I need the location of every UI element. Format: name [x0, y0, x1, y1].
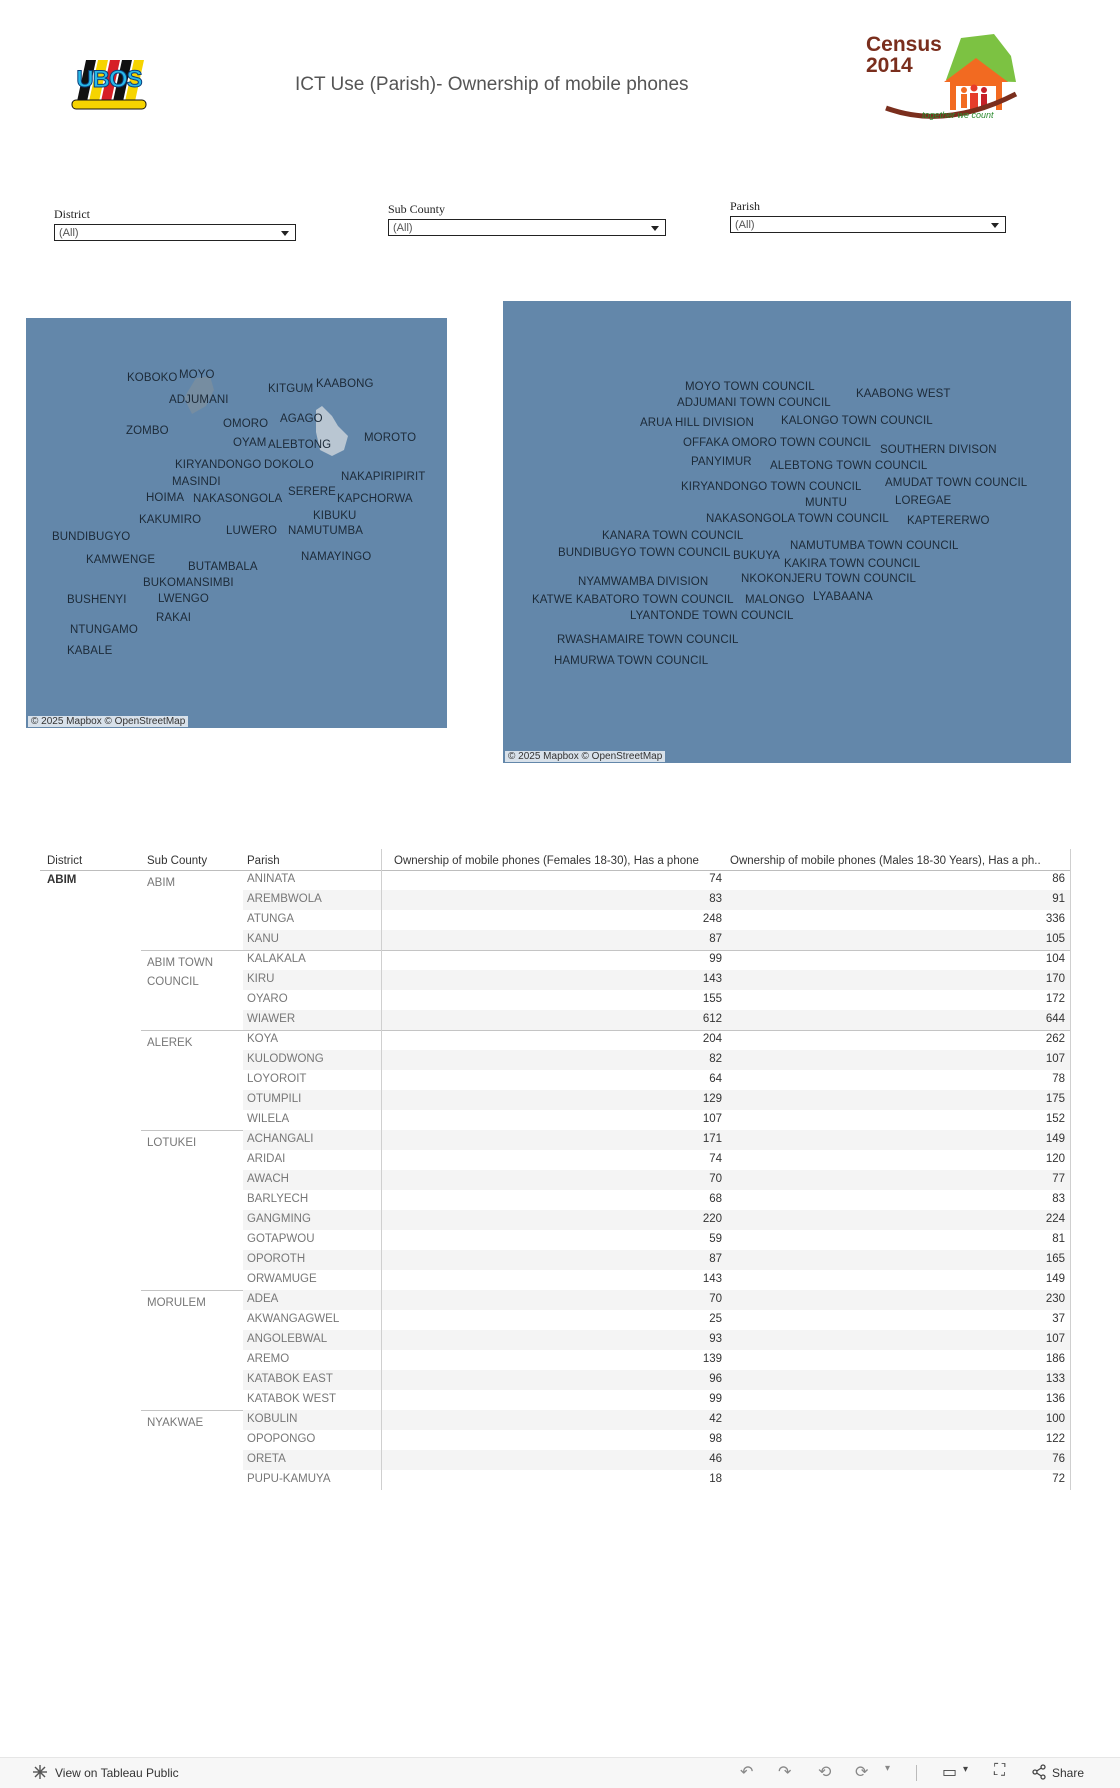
- males-has-phone-cell: 104: [1045, 953, 1065, 965]
- parish-map-label: LYABAANA: [813, 591, 873, 603]
- males-has-phone-cell: 81: [1052, 1233, 1065, 1245]
- district-map-label: NAMUTUMBA: [288, 525, 364, 537]
- district-map-label: KOBOKO: [127, 372, 178, 384]
- toolbar-divider: [916, 1765, 917, 1781]
- share-button[interactable]: Share: [1052, 1766, 1085, 1780]
- females-has-phone-cell: 129: [702, 1093, 722, 1105]
- district-map-label: NAMAYINGO: [301, 551, 372, 563]
- chevron-down-icon[interactable]: ▾: [885, 1763, 891, 1774]
- males-has-phone-cell: 120: [1045, 1153, 1065, 1165]
- parish-cell: WIAWER: [247, 1013, 296, 1025]
- table-row[interactable]: [243, 930, 1070, 950]
- district-map-label: MOYO: [179, 369, 215, 381]
- parish-map-label: RWASHAMAIRE TOWN COUNCIL: [557, 634, 739, 646]
- parish-map-label: MUNTU: [805, 497, 848, 509]
- females-has-phone-cell: 70: [709, 1293, 722, 1305]
- males-has-phone-cell: 186: [1045, 1353, 1065, 1365]
- parish-map-label: SOUTHERN DIVISON: [880, 444, 997, 456]
- sub-county-cell: ALEREK: [147, 1037, 193, 1049]
- parish-cell: ORWAMUGE: [247, 1273, 317, 1285]
- district-map-label: LWENGO: [158, 593, 209, 605]
- males-has-phone-cell: 149: [1045, 1273, 1065, 1285]
- parish-map-label: ADJUMANI TOWN COUNCIL: [677, 397, 831, 409]
- district-map-label: AGAGO: [280, 413, 323, 425]
- parish-cell: LOYOROIT: [247, 1073, 307, 1085]
- district-map-label: ZOMBO: [126, 425, 169, 437]
- males-has-phone-cell: 105: [1045, 933, 1065, 945]
- table-row[interactable]: [243, 1250, 1070, 1270]
- table-row[interactable]: [243, 890, 1070, 910]
- males-has-phone-cell: 107: [1045, 1053, 1065, 1065]
- parish-map-label: KANARA TOWN COUNCIL: [602, 530, 744, 542]
- males-has-phone-cell: 107: [1045, 1333, 1065, 1345]
- males-has-phone-cell: 83: [1052, 1193, 1065, 1205]
- district-map-label: ALEBTONG: [268, 439, 332, 451]
- males-has-phone-cell: 100: [1045, 1413, 1065, 1425]
- parish-map-label: KAPTERERWO: [907, 515, 990, 527]
- females-has-phone-cell: 204: [702, 1033, 722, 1045]
- parish-cell: ARIDAI: [247, 1153, 286, 1165]
- females-has-phone-cell: 612: [702, 1013, 722, 1025]
- table-row[interactable]: [243, 1470, 1070, 1490]
- parish-cell: OTUMPILI: [247, 1093, 302, 1105]
- undo-icon[interactable]: ↶: [740, 1764, 754, 1781]
- district-map-label: DOKOLO: [264, 459, 314, 471]
- females-has-phone-cell: 98: [709, 1433, 722, 1445]
- females-has-phone-cell: 87: [709, 1253, 722, 1265]
- sub-county-cell: ABIM TOWN COUNCIL: [147, 957, 214, 988]
- females-has-phone-cell: 139: [702, 1353, 722, 1365]
- females-has-phone-cell: 74: [709, 873, 722, 885]
- table-row[interactable]: [243, 1090, 1070, 1110]
- parish-map-label: KIRYANDONGO TOWN COUNCIL: [681, 481, 862, 493]
- males-has-phone-cell: 336: [1045, 913, 1065, 925]
- table-row[interactable]: [243, 1030, 1070, 1050]
- females-has-phone-cell: 64: [709, 1073, 722, 1085]
- parish-map-label: PANYIMUR: [691, 456, 752, 468]
- females-has-phone-cell: 248: [702, 913, 722, 925]
- females-has-phone-cell: 18: [709, 1473, 722, 1485]
- males-has-phone-cell: 91: [1052, 893, 1065, 905]
- table-row[interactable]: [243, 1050, 1070, 1070]
- parish-map-label: BUKUYA: [733, 550, 781, 562]
- table-row[interactable]: [243, 1310, 1070, 1330]
- females-has-phone-cell: 143: [702, 973, 722, 985]
- table-row[interactable]: [243, 1330, 1070, 1350]
- males-has-phone-cell: 230: [1045, 1293, 1065, 1305]
- header-sub-county[interactable]: Sub County: [147, 855, 208, 867]
- parish-cell: AWACH: [247, 1173, 289, 1185]
- parish-cell: KALAKALA: [247, 953, 306, 965]
- revert-icon[interactable]: ⟲: [818, 1764, 832, 1781]
- males-has-phone-cell: 72: [1052, 1473, 1065, 1485]
- parish-cell: GANGMING: [247, 1213, 311, 1225]
- parish-cell: AREMBWOLA: [247, 893, 322, 905]
- parish-cell: KATABOK EAST: [247, 1373, 333, 1385]
- table-row[interactable]: [243, 1370, 1070, 1390]
- table-row[interactable]: [243, 1210, 1070, 1230]
- females-has-phone-cell: 42: [709, 1413, 722, 1425]
- table-row[interactable]: [243, 1410, 1070, 1430]
- parish-map-label: ALEBTONG TOWN COUNCIL: [770, 460, 928, 472]
- parish-map-label: OFFAKA OMORO TOWN COUNCIL: [683, 437, 872, 449]
- parish-map-label: NAMUTUMBA TOWN COUNCIL: [790, 540, 959, 552]
- females-has-phone-cell: 155: [702, 993, 722, 1005]
- header-parish[interactable]: Parish: [247, 855, 280, 867]
- table-row[interactable]: [243, 1430, 1070, 1450]
- parish-map-label: MOYO TOWN COUNCIL: [685, 381, 815, 393]
- females-has-phone-cell: 70: [709, 1173, 722, 1185]
- district-map-label: OYAM: [233, 437, 267, 449]
- table-row[interactable]: [243, 1170, 1070, 1190]
- males-has-phone-cell: 224: [1045, 1213, 1065, 1225]
- sub-county-filter-value: (All): [393, 222, 413, 234]
- table-row[interactable]: [243, 1070, 1070, 1090]
- presentation-icon[interactable]: ▭: [942, 1764, 958, 1781]
- parish-map-label: LYANTONDE TOWN COUNCIL: [630, 610, 794, 622]
- district-map-label: KAPCHORWA: [337, 493, 413, 505]
- sub-county-cell: ABIM: [147, 877, 176, 889]
- parish-map-label: NYAMWAMBA DIVISION: [578, 576, 709, 588]
- females-has-phone-cell: 96: [709, 1373, 722, 1385]
- parish-cell: OPOPONGO: [247, 1433, 316, 1445]
- males-has-phone-cell: 170: [1045, 973, 1065, 985]
- table-row[interactable]: [243, 950, 1070, 970]
- males-has-phone-cell: 78: [1052, 1073, 1065, 1085]
- table-row[interactable]: [243, 1270, 1070, 1290]
- district-filter-label: District: [54, 207, 90, 221]
- parish-cell: ORETA: [247, 1453, 286, 1465]
- parish-filter-label: Parish: [730, 199, 760, 213]
- district-map-label: ADJUMANI: [169, 394, 229, 406]
- parish-cell: OPOROTH: [247, 1253, 306, 1265]
- parish-map-label: NAKASONGOLA TOWN COUNCIL: [706, 513, 889, 525]
- males-has-phone-cell: 149: [1045, 1133, 1065, 1145]
- males-has-phone-cell: 175: [1045, 1093, 1065, 1105]
- males-has-phone-cell: 76: [1052, 1453, 1065, 1465]
- column-divider: [381, 849, 382, 1490]
- parish-map-label: HAMURWA TOWN COUNCIL: [554, 655, 709, 667]
- header-district[interactable]: District: [47, 855, 83, 867]
- redo-icon[interactable]: ↷: [778, 1764, 792, 1781]
- parish-cell: AKWANGAGWEL: [247, 1313, 340, 1325]
- district-cell: ABIM: [47, 874, 77, 886]
- chevron-down-icon[interactable]: ▾: [963, 1764, 969, 1775]
- view-on-tableau-public-link[interactable]: View on Tableau Public: [55, 1766, 179, 1780]
- census-tagline: together we count: [922, 110, 994, 120]
- district-map-label: SERERE: [288, 486, 336, 498]
- district-map-label: NAKASONGOLA: [193, 493, 283, 505]
- males-has-phone-cell: 77: [1052, 1173, 1065, 1185]
- males-has-phone-cell: 644: [1045, 1013, 1065, 1025]
- district-map-label: NTUNGAMO: [70, 624, 138, 636]
- females-has-phone-cell: 99: [709, 953, 722, 965]
- parish-cell: KIRU: [247, 973, 275, 985]
- females-has-phone-cell: 99: [709, 1393, 722, 1405]
- table-row[interactable]: [243, 1130, 1070, 1150]
- parish-map-label: MALONGO: [745, 594, 805, 606]
- table-row[interactable]: [243, 910, 1070, 930]
- sub-county-cell: MORULEM: [147, 1297, 206, 1309]
- share-icon: [1032, 1764, 1046, 1785]
- table-row[interactable]: [243, 870, 1070, 890]
- table-row[interactable]: [243, 970, 1070, 990]
- females-has-phone-cell: 93: [709, 1333, 722, 1345]
- district-map-label: KIRYANDONGO: [175, 459, 262, 471]
- tableau-footer: [0, 1757, 1120, 1788]
- page-title: ICT Use (Parish)- Ownership of mobile phones: [295, 74, 689, 95]
- map-attribution: © 2025 Mapbox © OpenStreetMap: [505, 751, 665, 762]
- district-map-label: OMORO: [223, 418, 269, 430]
- header-females-has-phone[interactable]: Ownership of mobile phones (Females 18-30), Has a phone: [394, 855, 699, 867]
- sub-county-cell: LOTUKEI: [147, 1137, 197, 1149]
- females-has-phone-cell: 143: [702, 1273, 722, 1285]
- district-filter-value: (All): [59, 227, 79, 239]
- parish-map-label: LOREGAE: [895, 495, 952, 507]
- females-has-phone-cell: 83: [709, 893, 722, 905]
- district-map-label: LUWERO: [226, 525, 278, 537]
- parish-cell: ADEA: [247, 1293, 279, 1305]
- parish-cell: WILELA: [247, 1113, 290, 1125]
- district-map-label: BUSHENYI: [67, 594, 127, 606]
- table-row[interactable]: [243, 1450, 1070, 1470]
- map-attribution: © 2025 Mapbox © OpenStreetMap: [28, 716, 188, 727]
- district-map-label: BUNDIBUGYO: [52, 531, 131, 543]
- table-row[interactable]: [243, 1150, 1070, 1170]
- table-row[interactable]: [243, 1190, 1070, 1210]
- females-has-phone-cell: 87: [709, 933, 722, 945]
- parish-map-label: KALONGO TOWN COUNCIL: [781, 415, 933, 427]
- sub-county-cell: NYAKWAE: [147, 1417, 204, 1429]
- males-has-phone-cell: 165: [1045, 1253, 1065, 1265]
- ubos-logo-text: UBOS: [76, 66, 142, 93]
- females-has-phone-cell: 107: [702, 1113, 722, 1125]
- district-map-label: KITGUM: [268, 383, 314, 395]
- table-row[interactable]: [243, 1010, 1070, 1030]
- parish-cell: KULODWONG: [247, 1053, 324, 1065]
- header-males-has-phone[interactable]: Ownership of mobile phones (Males 18-30 Years), Has a ph..: [730, 855, 1041, 867]
- district-map-label: KIBUKU: [313, 510, 357, 522]
- males-has-phone-cell: 37: [1052, 1313, 1065, 1325]
- males-has-phone-cell: 262: [1045, 1033, 1065, 1045]
- parish-cell: KOBULIN: [247, 1413, 298, 1425]
- females-has-phone-cell: 82: [709, 1053, 722, 1065]
- females-has-phone-cell: 220: [702, 1213, 722, 1225]
- parish-map-label: KATWE KABATORO TOWN COUNCIL: [532, 594, 734, 606]
- column-divider: [1070, 849, 1071, 1490]
- females-has-phone-cell: 59: [709, 1233, 722, 1245]
- males-has-phone-cell: 152: [1045, 1113, 1065, 1125]
- females-has-phone-cell: 68: [709, 1193, 722, 1205]
- parish-cell: BARLYECH: [247, 1193, 309, 1205]
- parish-cell: KOYA: [247, 1033, 279, 1045]
- table-row[interactable]: [243, 1290, 1070, 1310]
- males-has-phone-cell: 122: [1045, 1433, 1065, 1445]
- males-has-phone-cell: 86: [1052, 873, 1065, 885]
- males-has-phone-cell: 172: [1045, 993, 1065, 1005]
- district-map-label: KAMWENGE: [86, 554, 156, 566]
- parish-map-label: NKOKONJERU TOWN COUNCIL: [741, 573, 917, 585]
- parish-map-label: AMUDAT TOWN COUNCIL: [885, 477, 1028, 489]
- parish-cell: ANGOLEBWAL: [247, 1333, 328, 1345]
- district-map-label: KABALE: [67, 645, 113, 657]
- census-logo-text: Census 2014: [866, 33, 942, 77]
- district-map-label: KAABONG: [316, 378, 374, 390]
- parish-map-label: BUNDIBUGYO TOWN COUNCIL: [558, 547, 731, 559]
- males-has-phone-cell: 136: [1045, 1393, 1065, 1405]
- parish-cell: OYARO: [247, 993, 288, 1005]
- parish-filter-value: (All): [735, 219, 755, 231]
- parish-map-label: KAABONG WEST: [856, 388, 951, 400]
- parish-cell: PUPU-KAMUYA: [247, 1473, 331, 1485]
- table-row[interactable]: [243, 1350, 1070, 1370]
- females-has-phone-cell: 46: [709, 1453, 722, 1465]
- females-has-phone-cell: 74: [709, 1153, 722, 1165]
- sub-county-filter-label: Sub County: [388, 202, 446, 216]
- males-has-phone-cell: 133: [1045, 1373, 1065, 1385]
- females-has-phone-cell: 25: [709, 1313, 722, 1325]
- district-map-label: BUKOMANSIMBI: [143, 577, 234, 589]
- parish-map-label: KAKIRA TOWN COUNCIL: [784, 558, 921, 570]
- parish-cell: KATABOK WEST: [247, 1393, 337, 1405]
- district-map-label: RAKAI: [156, 612, 192, 624]
- table-row[interactable]: [243, 1110, 1070, 1130]
- parish-cell: ANINATA: [247, 873, 296, 885]
- parish-cell: ATUNGA: [247, 913, 295, 925]
- district-map-label: MASINDI: [172, 476, 221, 488]
- district-map-label: BUTAMBALA: [188, 561, 258, 573]
- district-map-label: KAKUMIRO: [139, 514, 202, 526]
- refresh-icon[interactable]: ⟳: [855, 1764, 869, 1781]
- parish-cell: AREMO: [247, 1353, 290, 1365]
- fullscreen-icon[interactable]: ⛶: [994, 1762, 1006, 1779]
- table-row[interactable]: [243, 1230, 1070, 1250]
- females-has-phone-cell: 171: [702, 1133, 722, 1145]
- district-map-label: MOROTO: [364, 432, 417, 444]
- parish-cell: GOTAPWOU: [247, 1233, 315, 1245]
- table-row[interactable]: [243, 990, 1070, 1010]
- parish-cell: ACHANGALI: [247, 1133, 314, 1145]
- district-map-label: HOIMA: [146, 492, 185, 504]
- parish-cell: KANU: [247, 933, 279, 945]
- tableau-logo-icon: [32, 1764, 48, 1785]
- parish-map-label: ARUA HILL DIVISION: [640, 417, 754, 429]
- table-row[interactable]: [243, 1390, 1070, 1410]
- district-map-label: NAKAPIRIPIRIT: [341, 471, 426, 483]
